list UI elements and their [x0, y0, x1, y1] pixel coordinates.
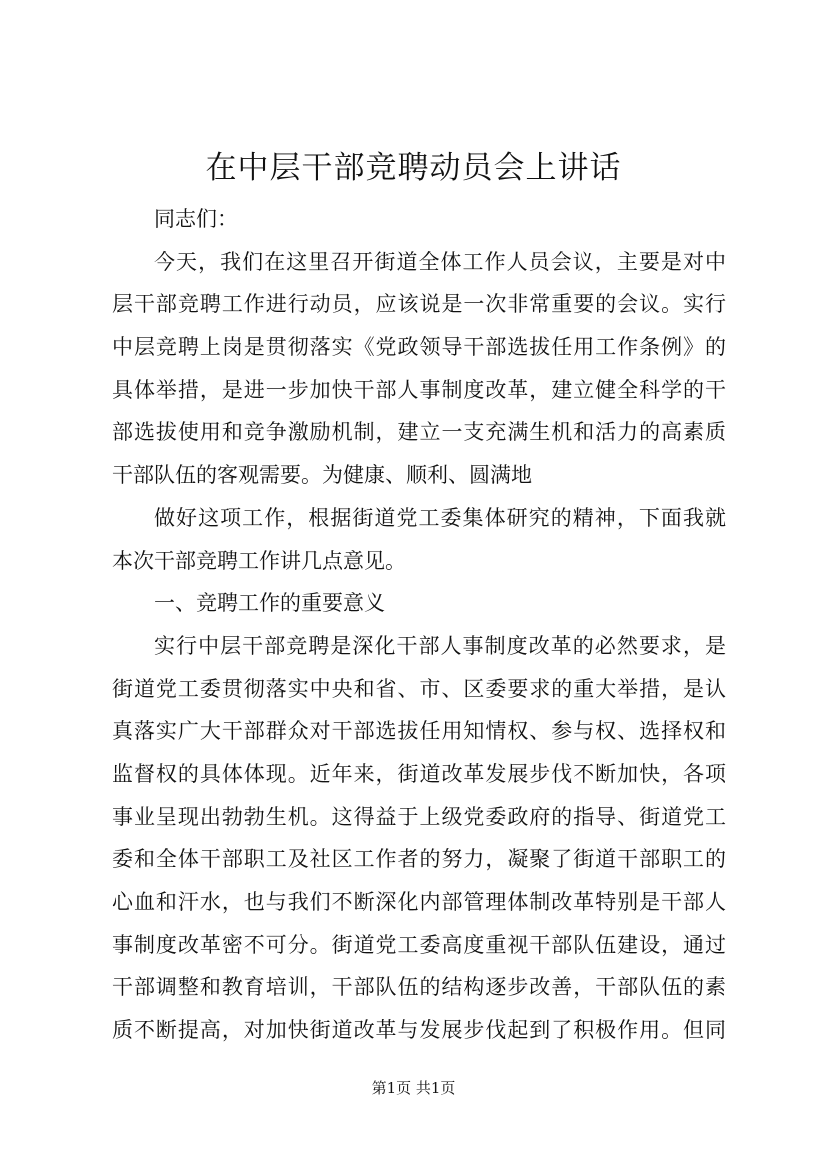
text-line: 本次干部竞聘工作讲几点意见。 — [112, 548, 406, 573]
text-line: 街道党工委贯彻落实中央和省、市、区委要求的重大举措，是认 — [112, 676, 726, 701]
text-line: 委和全体干部职工及社区工作者的努力，凝聚了街道干部职工的 — [112, 847, 726, 872]
document-title: 在中层干部竞聘动员会上讲话 — [205, 150, 622, 186]
text-line: 心血和汗水，也与我们不断深化内部管理体制改革特别是干部人 — [112, 890, 726, 914]
document-body — [112, 198, 726, 1052]
text-line: 部选拔使用和竞争激励机制，建立一支充满生机和活力的高素质 — [112, 420, 726, 445]
text-line: 一、竞聘工作的重要意义 — [154, 591, 385, 616]
page-footer: 第1页 共1页 — [371, 1079, 456, 1097]
text-line: 实行中层干部竞聘是深化干部人事制度改革的必然要求，是 — [154, 633, 726, 658]
text-line: 质不断提高，对加快街道改革与发展步伐起到了积极作用。但同 — [112, 1018, 726, 1043]
text-line: 事业呈现出勃勃生机。这得益于上级党委政府的指导、街道党工 — [112, 804, 726, 829]
text-line: 干部队伍的客观需要。为健康、顺利、圆满地 — [112, 463, 532, 488]
text-line: 同志们： — [154, 207, 238, 231]
text-line: 做好这项工作，根据街道党工委集体研究的精神，下面我就 — [154, 505, 726, 530]
text-line: 真落实广大干部群众对干部选拔任用知情权、参与权、选择权和 — [112, 719, 726, 744]
text-line: 事制度改革密不可分。街道党工委高度重视干部队伍建设，通过 — [112, 932, 726, 957]
text-line: 中层竞聘上岗是贯彻落实《党政领导干部选拔任用工作条例》的 — [112, 335, 726, 360]
text-line: 具体举措，是进一步加快干部人事制度改革，建立健全科学的干 — [112, 377, 726, 402]
text-line: 层干部竞聘工作进行动员，应该说是一次非常重要的会议。实行 — [112, 292, 726, 317]
text-line: 今天，我们在这里召开街道全体工作人员会议，主要是对中 — [154, 249, 726, 274]
text-line: 监督权的具体体现。近年来，街道改革发展步伐不断加快，各项 — [112, 761, 726, 786]
text-line: 干部调整和教育培训，干部队伍的结构逐步改善，干部队伍的素 — [112, 975, 726, 1000]
